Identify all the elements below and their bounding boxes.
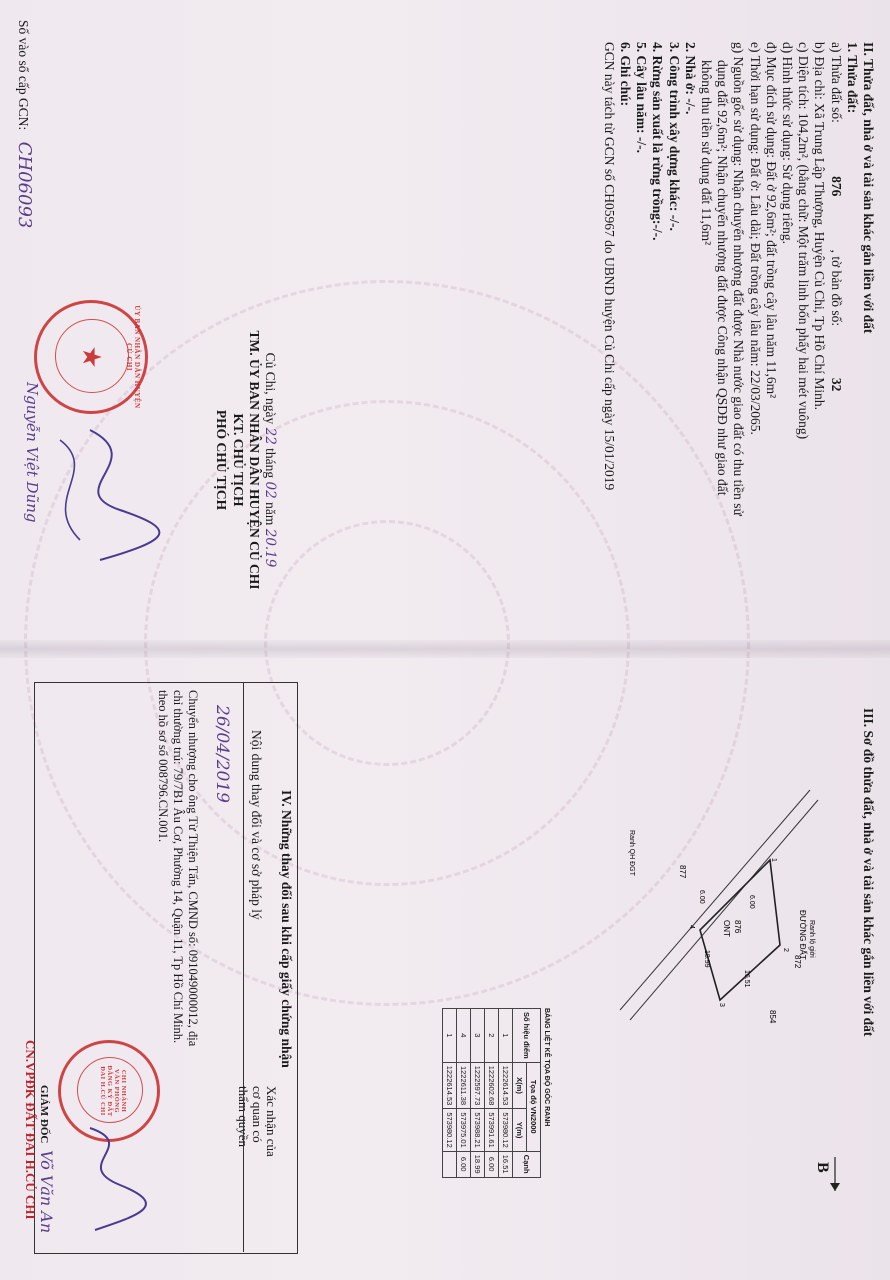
perennial-item: 5. Cây lâu năm: -/-. <box>634 42 650 153</box>
neighbor-label: 877 <box>678 865 687 879</box>
edge-label: 18.99 <box>703 950 710 968</box>
map-sheet-number: 32 <box>828 377 844 392</box>
section-2-text <box>601 42 876 516</box>
point-label: 1 <box>770 858 777 862</box>
neighbor-label: 854 <box>768 1010 777 1024</box>
section-4-col1-header: Nội dung thay đổi và cơ sở pháp lý <box>249 730 264 920</box>
table-row: 2 1222602.68 573991.61 6.00 <box>485 1009 499 1178</box>
issue-day: 22 <box>262 427 278 445</box>
issue-month: 02 <box>262 481 278 499</box>
change-entry: Chuyển nhượng cho ông Từ Thiện Tấn, CMND số: 091049000012, địa chỉ thường trú: 79/7B1 Âu Cơ, Phường 14, Quận 11, Tp Hồ Chí Minh. theo hồ sơ số 008796.CN.001. <box>156 690 200 1047</box>
committee-seal: ỦY BAN NHÂN DÂN HUYỆN CỦ CHI ★ <box>34 300 148 414</box>
table-row: 4 1222611.38 573975.01 6.00 <box>457 1009 471 1178</box>
vice-chairman-title: PHÓ CHỦ TỊCH <box>214 409 230 511</box>
north-label: B <box>814 1162 831 1173</box>
usage-origin-1: g) Nguồn gốc sử dụng: Nhận chuyển nhượng đất được Nhà nước giao đất có thu tiền sử <box>731 42 747 516</box>
land-office-seal: CHI NHÁNH VĂN PHÒNG ĐĂNG KÝ ĐẤT ĐAI H.CỦ CHI <box>58 1040 160 1142</box>
land-office-signer: Võ Văn An <box>37 1150 56 1234</box>
parcel-area: c) Diện tích: 104,2m², (bằng chữ: Một trăm linh bốn phẩy hai mét vuông) <box>796 42 812 440</box>
point-label: 2 <box>782 948 789 952</box>
north-arrow-icon <box>820 1155 850 1195</box>
parcel-diagram <box>590 770 830 1030</box>
section-2-title: II. Thửa đất, nhà ở và tài sản khác gắn liền với đất <box>861 42 876 334</box>
coordinate-table-title: BẢNG LIỆT KÊ TỌA ĐỘ GÓC RANH <box>543 1008 550 1127</box>
signer-name: Nguyễn Việt Dũng <box>23 382 41 523</box>
road-edge <box>630 800 818 1020</box>
road-edge <box>620 790 810 1010</box>
signature-block <box>213 295 278 625</box>
note-heading: 6. Ghi chú: <box>617 42 633 107</box>
section-4-title: IV. Những thay đổi sau khi cấp giấy chứng nhận <box>279 790 294 1068</box>
change-date: 26/04/2019 <box>212 705 232 803</box>
section-3-title: III. Sơ đồ thửa đất, nhà ở và tài sản khác gắn liền với đất <box>861 708 876 1037</box>
house-item: 2. Nhà ở: -/-. <box>682 42 698 115</box>
col-x: X(m) <box>513 1062 527 1109</box>
usage-term: e) Thời hạn sử dụng: Đất ở: Lâu dài; Đất trồng cây lâu năm: 22/03/2065. <box>747 42 763 435</box>
forest-item: 4. Rừng sản xuất là rừng trồng:-/-. <box>650 42 666 241</box>
agency-director: GIÁM ĐỐC <box>38 1085 50 1144</box>
issuing-org: TM. ỦY BAN NHÂN DÂN HUYỆN CỦ CHI <box>246 330 262 590</box>
construction-item: 3. Công trình xây dựng khác: -/-. <box>666 42 682 231</box>
table-row: 1 1222614.53 573980.12 <box>443 1009 457 1178</box>
boundary-top-label: Ranh lộ giới <box>808 920 815 958</box>
table-row: 3 1222597.73 573988.21 18.99 <box>471 1009 485 1178</box>
parcel-address: b) Địa chỉ: Xã Trung Lập Thượng, Huyện Củ Chi, Tp Hồ Chí Minh. <box>812 42 828 410</box>
agency-name: CN.VPĐK ĐẤT ĐAI H.CỦ CHI <box>23 1040 38 1220</box>
col-group: Tọa độ VN2000 <box>527 1062 541 1151</box>
usage-purpose: đ) Mục đích sử dụng: Đất ở 92,6m²; đất trồng cây lâu năm 11,6m² <box>763 42 779 399</box>
col-point: Số hiệu điểm <box>513 1009 541 1063</box>
table-row: 1 1222614.53 573980.12 16.51 <box>499 1009 513 1178</box>
parcel-heading: 1. Thửa đất: <box>844 42 860 114</box>
issue-date: Củ Chi, ngày 22 tháng 02 năm 20.19 <box>262 352 278 568</box>
registry-label: Số vào sổ cấp GCN: <box>16 20 31 131</box>
col-edge: Cạnh <box>513 1151 541 1177</box>
registry-number: CH06093 <box>14 141 35 229</box>
boundary-qh-label: Ranh QH ĐGT <box>628 830 635 876</box>
section-4-divider <box>243 682 244 1252</box>
edge-label: 6.00 <box>748 895 755 909</box>
point-label: 4 <box>688 925 695 929</box>
point-label: 3 <box>718 1003 725 1007</box>
note-text: GCN này tách từ GCN số CH05967 do UBND huyện Củ Chi cấp ngày 15/01/2019 <box>601 42 617 491</box>
section-4-col2-header: Xác nhận của cơ quan có thẩm quyền <box>236 1086 279 1157</box>
usage-origin-3: không thu tiền sử dụng đất 11,6m² <box>698 60 714 246</box>
edge-label: 6.00 <box>698 890 705 904</box>
kt-chairman: KT. CHỦ TỊCH <box>230 413 246 507</box>
land-office-signature <box>60 1120 150 1240</box>
usage-origin-2: dụng đất 92,6m²; Nhận chuyển nhượng đất được Công nhận QSDĐ như giao đất <box>715 60 731 496</box>
star-emblem-icon: ★ <box>77 345 106 369</box>
parcel-number-label: 876 <box>733 920 742 934</box>
parcel-number-line: a) Thửa đất số: 876 , tờ bản đồ số: 32 <box>827 42 843 516</box>
road-label: ĐƯỜNG ĐẤT <box>798 910 807 960</box>
parcel-use-label: ONT <box>722 920 731 937</box>
neighbor-label: 872 <box>793 955 802 969</box>
watermark-ring <box>264 520 510 766</box>
usage-form: d) Hình thức sử dụng: Sử dụng riêng. <box>779 42 795 244</box>
coordinate-table <box>442 1008 550 1178</box>
registry-line <box>14 20 35 229</box>
issue-year: 20.19 <box>262 528 278 568</box>
parcel-number: 876 <box>828 176 844 197</box>
col-y: Y(m) <box>513 1109 527 1151</box>
edge-label: 16.51 <box>743 970 750 988</box>
